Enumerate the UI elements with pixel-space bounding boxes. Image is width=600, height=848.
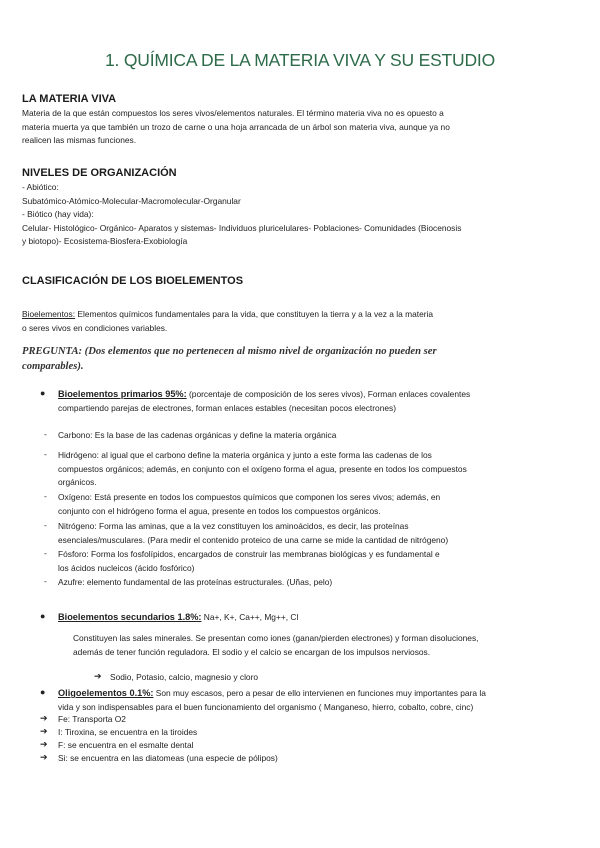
dash-icon: - bbox=[44, 548, 47, 558]
item-hidrogeno bbox=[58, 449, 467, 490]
term-bioelementos: Bioelementos: bbox=[22, 309, 76, 319]
text-line: Elementos químicos fundamentales para la vida, que constituyen la tierra y a la vez a la materia bbox=[75, 309, 434, 319]
dash-icon: - bbox=[44, 576, 47, 586]
arrow-right-icon: ➔ bbox=[40, 726, 48, 736]
item-oxigeno bbox=[58, 491, 440, 518]
paragraph-bioelementos-def bbox=[22, 308, 433, 335]
arrow-right-icon: ➔ bbox=[94, 671, 102, 681]
text-line: PREGUNTA: (Dos elementos que no pertenecen al mismo nivel de organización no pueden ser bbox=[22, 346, 437, 357]
text-line: Nitrógeno: Forma las aminas, que a la vez constituyen los aminoácidos, es decir, las proteínas bbox=[58, 521, 409, 531]
paragraph-materia-viva bbox=[22, 107, 450, 148]
text-line: Fósforo: Forma los fosfolípidos, encargados de construir las membranas biológicas y es fundamental e bbox=[58, 549, 440, 559]
text-line: Hidrógeno: al igual que el carbono define la materia orgánica y junto a este forma las cadenas de los bbox=[58, 450, 432, 460]
biotico-text: y biotopo)- Ecosistema-Biosfera-Exobiología bbox=[22, 236, 188, 247]
text-line: comparables). bbox=[22, 361, 84, 372]
arrow-right-icon: ➔ bbox=[40, 713, 48, 723]
paragraph-secundarios bbox=[73, 632, 478, 659]
oligo-item: Fe: Transporta O2 bbox=[58, 714, 126, 724]
section-heading-materia-viva: LA MATERIA VIVA bbox=[22, 93, 117, 105]
oligo-item: Si: se encuentra en las diatomeas (una especie de pólipos) bbox=[58, 753, 278, 763]
paragraph-primarios bbox=[58, 388, 470, 415]
oligo-item: F: se encuentra en el esmalte dental bbox=[58, 740, 194, 750]
text-line: (porcentaje de composición de los seres vivos), Forman enlaces covalentes bbox=[186, 389, 471, 399]
term-primarios: Bioelementos primarios 95%: bbox=[58, 389, 187, 399]
term-secundarios: Bioelementos secundarios 1.8%: bbox=[58, 612, 202, 622]
dash-icon: - bbox=[44, 491, 47, 501]
heading-secundarios bbox=[58, 611, 298, 625]
text-line: Constituyen las sales minerales. Se presentan como iones (ganan/pierden electrones) y forman disoluciones, bbox=[73, 633, 479, 643]
item-azufre: Azufre: elemento fundamental de las proteínas estructurales. (Uñas, pelo) bbox=[58, 577, 333, 587]
dash-icon: - bbox=[44, 520, 47, 530]
text-line: compuestos orgánicos; además, en conjunto con el oxígeno forma el agua, presente en todos los compuestos bbox=[58, 463, 467, 474]
section-heading-niveles: NIVELES DE ORGANIZACIÓN bbox=[22, 167, 177, 179]
biotico-label: - Biótico (hay vida): bbox=[22, 209, 94, 220]
text-line: Oxígeno: Está presente en todos los compuestos químicos que componen los seres vivos; además, en bbox=[58, 492, 441, 502]
text-line: realicen las mismas funciones. bbox=[22, 135, 137, 146]
term-oligoelementos: Oligoelementos 0.1%: bbox=[58, 688, 154, 698]
page-title: 1. QUÍMICA DE LA MATERIA VIVA Y SU ESTUDIO bbox=[104, 50, 495, 70]
text-line: los ácidos nucleicos (ácido fosfórico) bbox=[58, 562, 195, 573]
arrow-right-icon: ➔ bbox=[40, 739, 48, 749]
text-line: orgánicos. bbox=[58, 477, 97, 488]
text-line: o seres vivos en condiciones variables. bbox=[22, 322, 168, 333]
oligo-item: I: Tiroxina, se encuentra en la tiroides bbox=[58, 727, 198, 737]
bullet-icon: ● bbox=[40, 611, 46, 621]
item-nitrogeno bbox=[58, 520, 448, 547]
bullet-icon: ● bbox=[40, 687, 46, 697]
text-line: además de tener función reguladora. El sodio y el calcio se encargan de los impulsos nerviosos. bbox=[73, 646, 431, 657]
text-line: conjunto con el hidrógeno forma el agua, presente en todos los compuestos orgánicos. bbox=[58, 505, 381, 516]
item-fosforo bbox=[58, 548, 440, 575]
text-line: Materia de la que están compuestos los seres vivos/elementos naturales. El término materia viva no es opuesto a bbox=[22, 108, 444, 118]
item-carbono: Carbono: Es la base de las cadenas orgánicas y define la materia orgánica bbox=[58, 430, 337, 440]
text-line: Na+, K+, Ca++, Mg++, Cl bbox=[201, 612, 299, 622]
paragraph-niveles bbox=[22, 181, 461, 249]
arrow-right-icon: ➔ bbox=[40, 752, 48, 762]
text-line: materia muerta ya que también un trozo de carne o una hoja arrancada de un árbol son materia viva, aunque ya no bbox=[22, 121, 450, 132]
dash-icon: - bbox=[44, 429, 47, 439]
text-line: vida y son indispensables para el buen funcionamiento del organismo ( Manganeso, hierro, cobalto, cobre, cinc) bbox=[58, 701, 474, 712]
biotico-text: Celular- Histológico- Orgánico- Aparatos y sistemas- Individuos pluricelulares- Poblaciones- Comunidades (Biocenosis bbox=[22, 222, 462, 233]
text-line: esenciales/musculares. (Para medir el contenido proteico de una carne se mide la cantidad de nitrógeno) bbox=[58, 534, 449, 545]
paragraph-oligo bbox=[58, 687, 486, 714]
pregunta-note bbox=[22, 344, 437, 374]
dash-icon: - bbox=[44, 449, 47, 459]
text-line: compartiendo parejas de electrones, forman enlaces estables (necesitan pocos electrones) bbox=[58, 402, 396, 413]
item-secundarios-list: Sodio, Potasio, calcio, magnesio y cloro bbox=[110, 672, 259, 682]
text-line: Son muy escasos, pero a pesar de ello intervienen en funciones muy importantes para la bbox=[153, 688, 486, 698]
bullet-icon: ● bbox=[40, 388, 46, 398]
abiotico-label: - Abiótico: bbox=[22, 182, 59, 192]
section-heading-clasificacion: CLASIFICACIÓN DE LOS BIOELEMENTOS bbox=[22, 275, 244, 287]
abiotico-text: Subatómico-Atómico-Molecular-Macromolecular-Organular bbox=[22, 195, 241, 206]
